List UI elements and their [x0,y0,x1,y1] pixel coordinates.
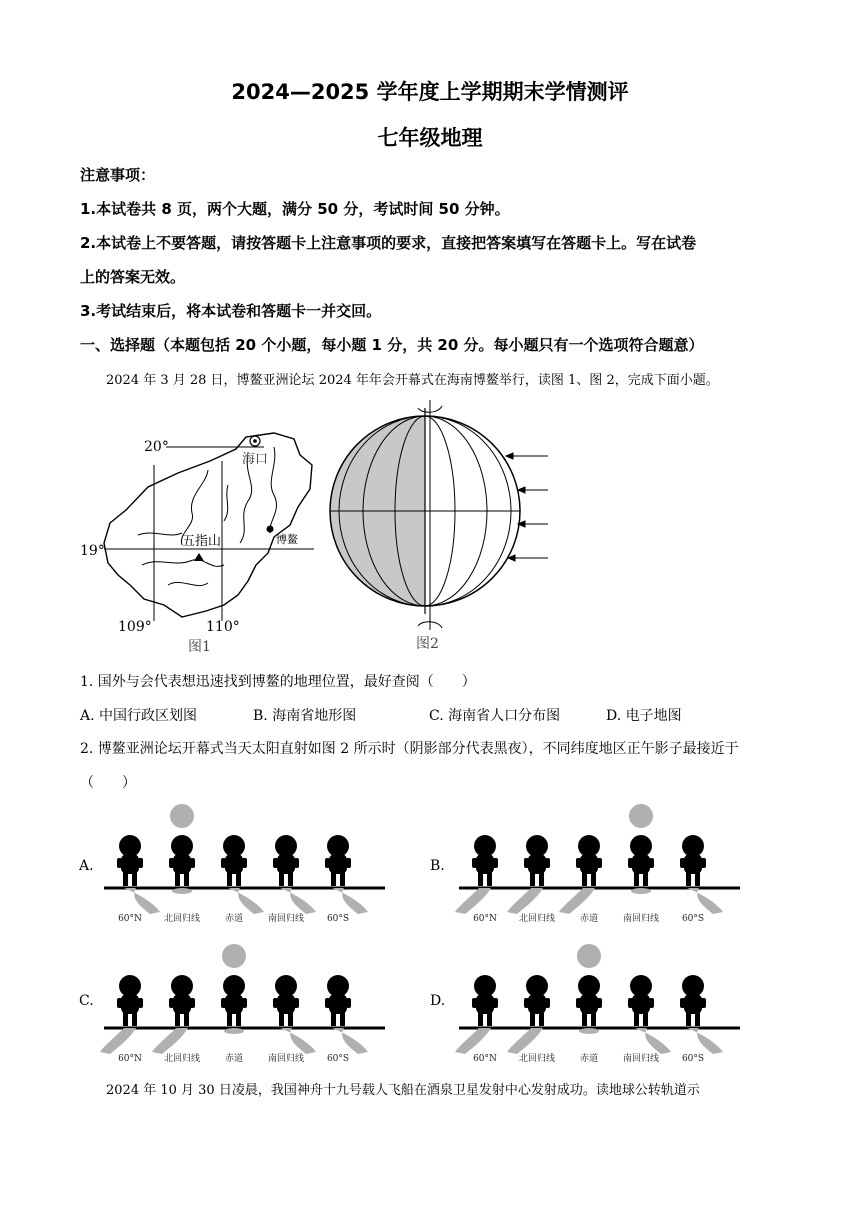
question-2-option-b[interactable]: B. [430,858,445,874]
person-icon [576,835,602,886]
person-icon [472,835,498,886]
person-icon [169,835,195,886]
person-icon [221,975,247,1026]
question-1-option-a[interactable]: A. 中国行政区划图 [80,708,198,724]
latitude-label: 北回归线 [163,1054,201,1064]
notice-item-1: 1.本试卷共 8 页，两个大题，满分 50 分，考试时间 50 分钟。 [80,200,510,218]
notice-item-3: 3.考试结束后，将本试卷和答题卡一并交回。 [80,302,382,320]
person-icon [628,975,654,1026]
exam-subtitle: 七年级地理 [377,126,483,150]
shadow-mark [687,888,723,914]
figure-2-caption: 图2 [416,636,439,652]
question-1-option-b[interactable]: B. 海南省地形图 [253,708,357,724]
shadow-mark [152,1028,188,1054]
shadow-mark [507,1028,543,1054]
next-intro: 2024 年 10 月 30 日凌晨，我国神舟十九号载人飞船在酒泉卫星发射中心发射成功。读地球公转轨道示 [106,1083,700,1098]
shadow-mark [455,1028,491,1054]
latitude-label: 赤道 [224,1054,244,1064]
shadow-panel-c [100,940,390,1070]
latitude-label: 南回归线 [622,914,660,924]
shadow-panel-d [455,940,745,1070]
shadow-panel-b [455,800,745,930]
latitude-label: 南回归线 [267,1054,305,1064]
latitude-label: 60°S [326,914,350,924]
hainan-map [78,425,328,660]
shadow-mark [559,888,595,914]
island-outline [104,433,312,617]
shadow-mark [635,1028,671,1054]
question-2-option-a[interactable]: A. [79,858,94,874]
boao-city-icon [267,526,274,533]
shadow-mark [172,888,192,894]
notice-item-2-line-1: 2.本试卷上不要答题，请按答题卡上注意事项的要求，直接把答案填写在答题卡上。写在试卷 [80,234,697,252]
exam-title: 2024—2025 学年度上学期期末学情测评 [231,80,629,104]
section-heading: 一、选择题（本题包括 20 个小题，每小题 1 分，共 20 分。每小题只有一个选项符合题意） [80,336,704,354]
shadow-mark [280,888,316,914]
shadow-mark [100,1028,136,1054]
person-icon [273,975,299,1026]
latitude-label: 北回归线 [518,1054,556,1064]
latitude-label: 南回归线 [622,1054,660,1064]
latitude-label: 北回归线 [518,914,556,924]
section-intro: 2024 年 3 月 28 日，博鳌亚洲论坛 2024 年年会开幕式在海南博鳌举行，读图 1、图 2，完成下面小题。 [106,373,719,388]
lat-19-label: 19° [80,543,105,559]
shadow-panel-a [100,800,390,930]
person-icon [117,835,143,886]
notice-item-2-line-2: 上的答案无效。 [80,268,186,286]
latitude-label: 赤道 [579,1054,599,1064]
person-icon [524,835,550,886]
person-icon [472,975,498,1026]
sun-icon [577,944,601,968]
question-2-option-d[interactable]: D. [430,993,446,1009]
shadow-mark [280,1028,316,1054]
shadow-mark [687,1028,723,1054]
shadow-mark [507,888,543,914]
shadow-mark [332,1028,368,1054]
person-icon [680,975,706,1026]
shadow-mark [124,888,160,914]
person-icon [221,835,247,886]
latitude-label: 60°N [118,914,142,924]
shadow-mark [332,888,368,914]
sun-icon [629,804,653,828]
latitude-label: 60°S [326,1054,350,1064]
person-icon [169,975,195,1026]
sun-icon [170,804,194,828]
person-icon [117,975,143,1026]
lon-110-label: 110° [206,619,240,635]
latitude-label: 北回归线 [163,914,201,924]
shadow-mark [631,888,651,894]
latitude-label: 60°S [681,914,705,924]
wuzhishan-label: 五指山 [182,534,222,549]
person-icon [524,975,550,1026]
shadow-mark [228,888,264,914]
question-1-option-c[interactable]: C. 海南省人口分布图 [429,708,561,724]
latitude-label: 南回归线 [267,914,305,924]
person-icon [628,835,654,886]
shadow-mark [455,888,491,914]
sun-icon [222,944,246,968]
person-icon [576,975,602,1026]
latitude-label: 60°S [681,1054,705,1064]
question-2-stem-line-2: （ ） [80,775,136,791]
shadow-mark [579,1028,599,1034]
haikou-label: 海口 [242,452,269,467]
latitude-label: 赤道 [579,914,599,924]
person-icon [325,975,351,1026]
person-icon [325,835,351,886]
person-icon [273,835,299,886]
boao-label: 博鳌 [276,533,298,546]
latitude-label: 60°N [473,914,497,924]
figure-1-caption: 图1 [188,639,211,655]
shadow-mark [224,1028,244,1034]
question-2-option-c[interactable]: C. [79,993,94,1009]
lat-20-label: 20° [144,439,169,455]
latitude-label: 赤道 [224,914,244,924]
question-2-stem-line-1: 2. 博鳌亚洲论坛开幕式当天太阳直射如图 2 所示时（阴影部分代表黑夜），不同纬度地区正午影子最接近于 [80,741,739,757]
latitude-label: 60°N [118,1054,142,1064]
question-1-option-d[interactable]: D. 电子地图 [606,708,682,724]
person-icon [680,835,706,886]
question-1-stem: 1. 国外与会代表想迅速找到博鳌的地理位置，最好查阅（ ） [80,674,476,690]
lon-109-label: 109° [118,619,152,635]
latitude-label: 60°N [473,1054,497,1064]
globe-diagram [328,398,558,660]
notice-heading: 注意事项： [80,166,156,184]
